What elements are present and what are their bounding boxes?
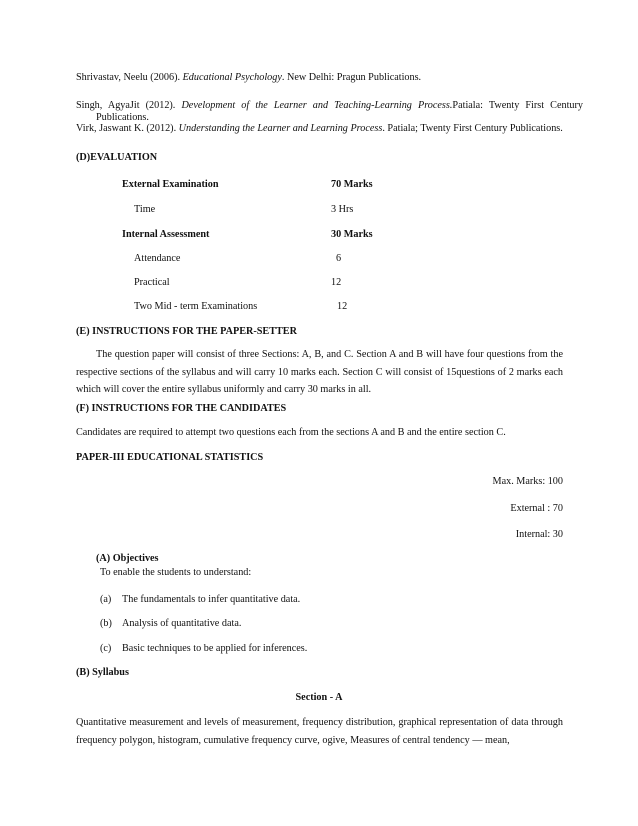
objective-c-text: Basic techniques to be applied for inferences. xyxy=(122,643,308,654)
reference-3: Virk, Jaswant K. (2012). Understanding the Learner and Learning Process. Patiala; Twenty First Century Publications. xyxy=(76,123,563,134)
paper-setter-heading: (E) INSTRUCTIONS FOR THE PAPER-SETTER xyxy=(76,326,297,337)
internal-marks: Internal: 30 xyxy=(515,529,563,540)
time-value: 3 Hrs xyxy=(331,204,354,215)
evaluation-heading: (D)EVALUATION xyxy=(76,152,158,163)
external-exam-value: 70 Marks xyxy=(331,179,373,190)
internal-assessment-label: Internal Assessment xyxy=(122,229,210,240)
section-a-heading: Section - A xyxy=(295,692,343,703)
time-label: Time xyxy=(134,204,156,215)
objective-b-text: Analysis of quantitative data. xyxy=(122,618,242,629)
objective-b-mark: (b) xyxy=(100,618,112,629)
paper3-heading: PAPER-III EDUCATIONAL STATISTICS xyxy=(76,452,264,463)
practical-value: 12 xyxy=(331,277,342,288)
reference-2: Singh, AgyaJit (2012). Development of the Learner and Teaching-Learning Process.Patiala: Twenty First Century Publications. xyxy=(76,100,583,124)
reference-1: Shrivastav, Neelu (2006). Educational Psychology. New Delhi: Pragun Publications. xyxy=(76,72,422,83)
objectives-heading: (A) Objectives xyxy=(96,553,159,564)
candidates-heading: (F) INSTRUCTIONS FOR THE CANDIDATES xyxy=(76,403,287,414)
external-marks: External : 70 xyxy=(510,503,563,514)
attendance-value: 6 xyxy=(336,253,342,264)
mid-term-label: Two Mid - term Examinations xyxy=(134,301,258,312)
objectives-intro: To enable the students to understand: xyxy=(100,567,252,578)
syllabus-heading: (B) Syllabus xyxy=(76,667,129,678)
internal-assessment-value: 30 Marks xyxy=(331,229,373,240)
objective-c-mark: (c) xyxy=(100,643,112,654)
mid-term-value: 12 xyxy=(337,301,348,312)
paper-setter-text: The question paper will consist of three Sections: A, B, and C. Section A and B will have four questions from the respective sections of the syllabus and will carry 10 marks each. Section C will consist of 15questions of 2 marks each which will cover the entire syllabus uniformly and carry 30 marks in all. xyxy=(76,349,563,395)
candidates-text: Candidates are required to attempt two questions each from the sections A and B and the entire section C. xyxy=(76,427,506,438)
objective-a-text: The fundamentals to infer quantitative data. xyxy=(122,594,301,605)
attendance-label: Attendance xyxy=(134,253,181,264)
practical-label: Practical xyxy=(134,277,170,288)
objective-a-mark: (a) xyxy=(100,594,112,605)
max-marks: Max. Marks: 100 xyxy=(492,476,563,487)
syllabus-text: Quantitative measurement and levels of measurement, frequency distribution, graphical representation of data through frequency polygon, histogram, cumulative frequency curve, ogive, Measures of central tendency — mean, xyxy=(76,717,563,746)
external-exam-label: External Examination xyxy=(122,179,219,190)
